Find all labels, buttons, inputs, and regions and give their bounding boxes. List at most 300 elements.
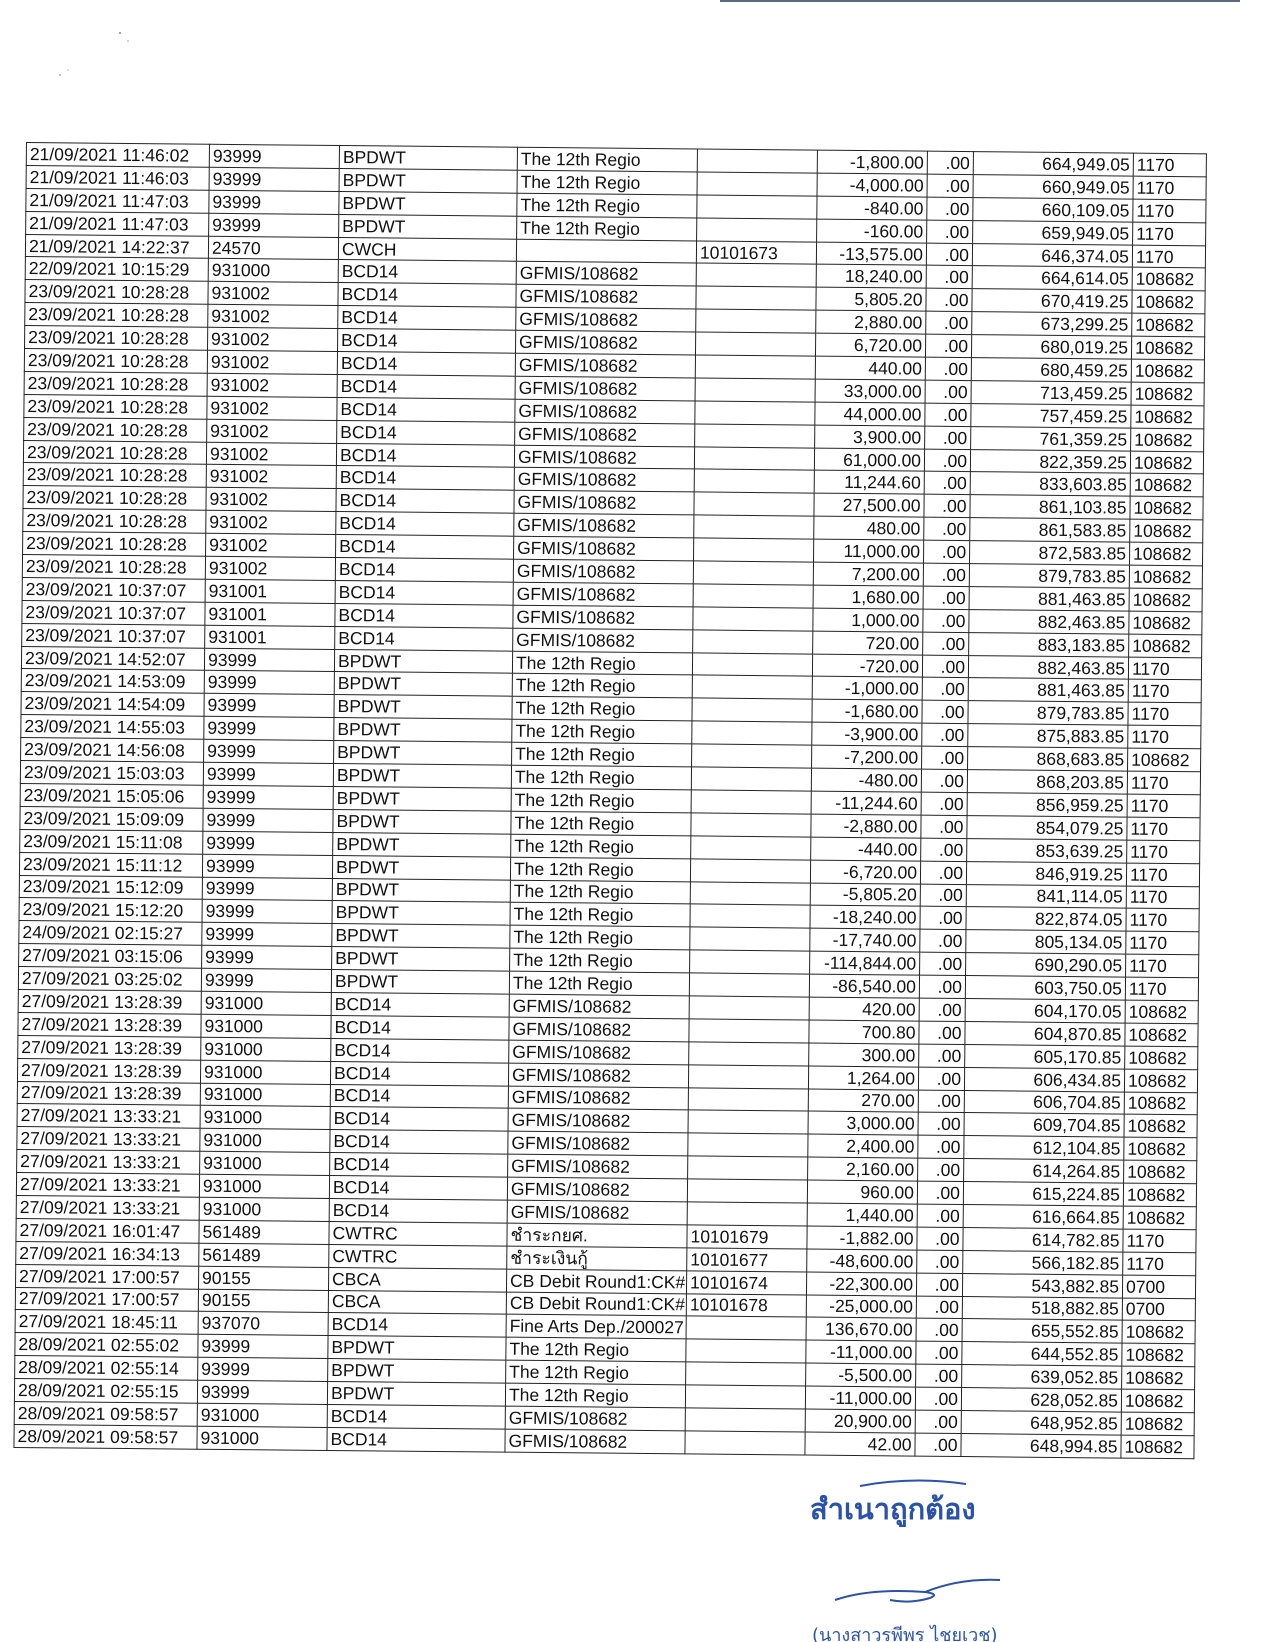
cell-fee: .00	[915, 1387, 961, 1410]
cell-balance: 883,183.85	[969, 632, 1129, 656]
cell-datetime: 23/09/2021 10:28:28	[23, 509, 206, 534]
cell-description: The 12th Regio	[505, 1383, 685, 1408]
cell-amount: 44,000.00	[815, 402, 925, 426]
cell-reference	[688, 1156, 808, 1180]
ledger-table-container	[13, 142, 1205, 1459]
cell-description: The 12th Regio	[510, 948, 690, 973]
cell-reference	[685, 1385, 805, 1409]
cell-datetime: 23/09/2021 15:09:09	[20, 806, 203, 831]
cell-fee: .00	[927, 151, 973, 174]
cell-datetime: 23/09/2021 15:11:08	[20, 829, 203, 854]
cell-branch: 1170	[1127, 771, 1200, 795]
cell-code: 93999	[209, 144, 339, 168]
cell-branch: 108682	[1123, 1206, 1196, 1230]
cell-balance: 853,639.25	[967, 838, 1127, 862]
cell-amount: 11,000.00	[814, 539, 924, 563]
cell-code: 931002	[206, 533, 336, 557]
cell-fee: .00	[917, 1227, 963, 1250]
cell-balance: 881,463.85	[969, 586, 1129, 610]
cell-datetime: 23/09/2021 14:52:07	[21, 646, 204, 671]
cell-code: 931000	[200, 1060, 330, 1084]
cell-datetime: 21/09/2021 14:22:37	[25, 234, 208, 259]
cell-balance: 614,782.85	[963, 1227, 1123, 1251]
cell-description: GFMIS/108682	[514, 445, 694, 470]
cell-code: 931000	[197, 1426, 327, 1450]
cell-branch: 1170	[1128, 680, 1201, 704]
cell-amount: 1,000.00	[813, 608, 923, 632]
cell-amount: -7,200.00	[812, 745, 922, 769]
cell-branch: 108682	[1129, 588, 1202, 612]
cell-datetime: 27/09/2021 13:33:21	[17, 1150, 200, 1175]
cell-code: 931000	[201, 1037, 331, 1061]
cell-code: 931002	[206, 442, 336, 466]
cell-amount: -86,540.00	[809, 974, 919, 998]
cell-type: BPDWT	[332, 901, 510, 926]
cell-code: 937070	[198, 1312, 328, 1336]
cell-reference	[686, 1339, 806, 1363]
transaction-table-body	[14, 143, 1206, 1459]
cell-datetime: 27/09/2021 13:33:21	[17, 1104, 200, 1129]
cell-branch: 1170	[1126, 954, 1199, 978]
cell-amount: -25,000.00	[806, 1295, 916, 1319]
cell-amount: 6,720.00	[815, 333, 925, 357]
cell-description: The 12th Regio	[510, 880, 690, 905]
cell-datetime: 23/09/2021 10:28:28	[25, 280, 208, 305]
cell-branch: 108682	[1131, 359, 1204, 383]
cell-branch: 108682	[1124, 1160, 1197, 1184]
cell-balance: 664,614.05	[972, 266, 1132, 290]
certified-copy-stamp	[810, 1478, 990, 1538]
cell-reference	[690, 881, 810, 905]
cell-type: BPDWT	[339, 214, 517, 239]
cell-branch: 1170	[1133, 153, 1206, 177]
cell-code: 931000	[201, 991, 331, 1015]
cell-branch: 108682	[1124, 1137, 1197, 1161]
cell-description: The 12th Regio	[511, 788, 691, 813]
cell-description: The 12th Regio	[509, 971, 689, 996]
cell-type: BPDWT	[339, 191, 517, 216]
cell-datetime: 27/09/2021 13:33:21	[17, 1127, 200, 1152]
cell-description: The 12th Regio	[510, 857, 690, 882]
cell-fee: .00	[922, 746, 968, 769]
cell-code: 931000	[199, 1197, 329, 1221]
cell-code: 931001	[205, 579, 335, 603]
cell-amount: 2,400.00	[808, 1134, 918, 1158]
cell-balance: 604,170.05	[965, 999, 1125, 1023]
cell-balance: 518,882.85	[962, 1296, 1122, 1320]
cell-code: 93999	[202, 854, 332, 878]
cell-branch: 108682	[1131, 428, 1204, 452]
cell-description: GFMIS/108682	[515, 376, 695, 401]
cell-datetime: 23/09/2021 10:28:28	[23, 440, 206, 465]
cell-description: The 12th Regio	[517, 216, 697, 241]
cell-description: The 12th Regio	[510, 903, 690, 928]
cell-reference	[694, 469, 814, 493]
cell-fee: .00	[921, 838, 967, 861]
cell-fee: .00	[926, 266, 972, 289]
cell-balance: 644,552.85	[962, 1342, 1122, 1366]
cell-fee: .00	[920, 861, 966, 884]
cell-reference	[695, 355, 815, 379]
cell-branch: 1170	[1128, 702, 1201, 726]
cell-balance: 846,919.25	[966, 861, 1126, 885]
cell-balance: 841,114.05	[966, 884, 1126, 908]
cell-fee: .00	[919, 1021, 965, 1044]
cell-reference	[697, 195, 817, 219]
cell-amount: 61,000.00	[814, 448, 924, 472]
cell-fee: .00	[918, 1135, 964, 1158]
cell-code: 93999	[203, 808, 333, 832]
cell-balance: 664,949.05	[973, 152, 1133, 176]
cell-amount: -1,000.00	[812, 677, 922, 701]
cell-balance: 543,882.85	[962, 1273, 1122, 1297]
cell-fee: .00	[927, 174, 973, 197]
cell-reference	[694, 515, 814, 539]
cell-datetime: 23/09/2021 10:28:28	[24, 394, 207, 419]
cell-datetime: 21/09/2021 11:46:03	[26, 165, 209, 190]
cell-branch: 108682	[1129, 565, 1202, 589]
cell-reference	[691, 767, 811, 791]
cell-datetime: 23/09/2021 10:28:28	[24, 349, 207, 374]
cell-branch: 1170	[1133, 222, 1206, 246]
cell-code: 931000	[201, 1014, 331, 1038]
cell-type: BCD14	[335, 580, 513, 605]
cell-description: GFMIS/108682	[515, 330, 695, 355]
cell-description: The 12th Regio	[512, 719, 692, 744]
cell-type: BPDWT	[333, 832, 511, 857]
cell-description: GFMIS/108682	[514, 536, 694, 561]
cell-reference	[697, 172, 817, 196]
cell-reference	[696, 309, 816, 333]
cell-type: BPDWT	[327, 1382, 505, 1407]
cell-description: GFMIS/108682	[513, 582, 693, 607]
cell-fee: .00	[921, 792, 967, 815]
cell-fee: .00	[920, 907, 966, 930]
cell-reference	[691, 813, 811, 837]
cell-description: The 12th Regio	[511, 834, 691, 859]
cell-branch: 1170	[1123, 1229, 1196, 1253]
cell-amount: 42.00	[805, 1432, 915, 1456]
cell-code: 90155	[198, 1289, 328, 1313]
cell-type: BPDWT	[334, 718, 512, 743]
cell-branch: 108682	[1125, 1000, 1198, 1024]
cell-description: The 12th Regio	[511, 765, 691, 790]
cell-description: GFMIS/108682	[516, 307, 696, 332]
cell-amount: -22,300.00	[806, 1272, 916, 1296]
cell-code: 931002	[208, 282, 338, 306]
cell-amount: -440.00	[811, 837, 921, 861]
cell-type: BCD14	[336, 443, 514, 468]
cell-amount: 440.00	[815, 356, 925, 380]
cell-reference: 10101673	[696, 241, 816, 265]
signature	[830, 1570, 1010, 1610]
cell-branch: 108682	[1132, 290, 1205, 314]
cell-code: 931002	[206, 465, 336, 489]
cell-branch: 108682	[1130, 451, 1203, 475]
cell-description: The 12th Regio	[506, 1337, 686, 1362]
cell-fee: .00	[919, 998, 965, 1021]
cell-fee: .00	[923, 586, 969, 609]
cell-reference	[696, 286, 816, 310]
cell-code: 93999	[204, 694, 334, 718]
cell-amount: -6,720.00	[810, 860, 920, 884]
cell-branch: 108682	[1131, 336, 1204, 360]
cell-balance: 713,459.25	[971, 380, 1131, 404]
cell-reference	[688, 1087, 808, 1111]
cell-branch: 1170	[1126, 931, 1199, 955]
cell-reference	[692, 698, 812, 722]
cell-branch: 108682	[1125, 1023, 1198, 1047]
cell-code: 93999	[202, 923, 332, 947]
cell-description: The 12th Regio	[512, 697, 692, 722]
cell-branch: 108682	[1131, 382, 1204, 406]
cell-code: 93999	[203, 762, 333, 786]
cell-amount: -840.00	[817, 196, 927, 220]
cell-amount: -18,240.00	[810, 905, 920, 929]
cell-reference	[694, 538, 814, 562]
cell-balance: 606,434.85	[964, 1067, 1124, 1091]
cell-datetime: 27/09/2021 16:34:13	[16, 1241, 199, 1266]
cell-reference	[697, 149, 817, 173]
cell-balance: 875,883.85	[968, 724, 1128, 748]
transaction-table	[13, 142, 1206, 1459]
cell-description: GFMIS/108682	[516, 285, 696, 310]
cell-code: 93999	[198, 1357, 328, 1381]
cell-balance: 648,952.85	[961, 1411, 1121, 1435]
cell-datetime: 22/09/2021 10:15:29	[25, 257, 208, 282]
cell-balance: 861,103.85	[970, 495, 1130, 519]
cell-type: BPDWT	[334, 672, 512, 697]
cell-balance: 604,870.85	[965, 1021, 1125, 1045]
cell-type: BPDWT	[339, 168, 517, 193]
cell-balance: 660,949.05	[973, 174, 1133, 198]
cell-balance: 868,683.85	[968, 747, 1128, 771]
scan-specks	[40, 25, 160, 95]
cell-description: GFMIS/108682	[508, 1154, 688, 1179]
cell-code: 931000	[208, 259, 338, 283]
cell-datetime: 27/09/2021 13:28:39	[18, 989, 201, 1014]
cell-datetime: 27/09/2021 18:45:11	[15, 1310, 198, 1335]
cell-fee: .00	[917, 1181, 963, 1204]
cell-fee: .00	[926, 311, 972, 334]
cell-amount: 420.00	[809, 997, 919, 1021]
cell-balance: 615,224.85	[963, 1182, 1123, 1206]
cell-code: 93999	[202, 877, 332, 901]
cell-code: 93999	[197, 1380, 327, 1404]
cell-balance: 605,170.85	[965, 1044, 1125, 1068]
cell-fee: .00	[923, 609, 969, 632]
cell-datetime: 27/09/2021 17:00:57	[15, 1287, 198, 1312]
cell-reference	[689, 973, 809, 997]
cell-amount: -13,575.00	[816, 242, 926, 266]
cell-code: 931002	[207, 350, 337, 374]
cell-type: BCD14	[335, 558, 513, 583]
cell-reference	[690, 950, 810, 974]
cell-code: 93999	[209, 213, 339, 237]
cell-branch: 1170	[1123, 1252, 1196, 1276]
cell-branch: 1170	[1125, 977, 1198, 1001]
cell-reference	[685, 1431, 805, 1455]
cell-balance: 882,463.85	[968, 655, 1128, 679]
cell-type: BCD14	[336, 489, 514, 514]
cell-description: GFMIS/108682	[508, 1131, 688, 1156]
cell-type: BCD14	[328, 1313, 506, 1338]
cell-type: BCD14	[329, 1176, 507, 1201]
cell-datetime: 21/09/2021 11:46:02	[26, 143, 209, 168]
cell-description: The 12th Regio	[512, 651, 692, 676]
cell-balance: 628,052.85	[961, 1388, 1121, 1412]
cell-datetime: 27/09/2021 13:28:39	[18, 1035, 201, 1060]
cell-amount: 700.80	[809, 1020, 919, 1044]
cell-description: GFMIS/108682	[508, 1086, 688, 1111]
cell-datetime: 27/09/2021 13:33:21	[16, 1195, 199, 1220]
cell-datetime: 28/09/2021 02:55:15	[14, 1379, 197, 1404]
cell-reference	[687, 1202, 807, 1226]
cell-balance: 612,104.85	[964, 1136, 1124, 1160]
cell-fee: .00	[918, 1090, 964, 1113]
cell-type: CBCA	[328, 1290, 506, 1315]
cell-branch: 108682	[1132, 313, 1205, 337]
cell-datetime: 23/09/2021 10:28:28	[24, 371, 207, 396]
cell-type: BPDWT	[332, 855, 510, 880]
cell-amount: 1,680.00	[813, 585, 923, 609]
cell-branch: 1170	[1133, 176, 1206, 200]
cell-amount: 33,000.00	[815, 379, 925, 403]
cell-branch: 108682	[1122, 1343, 1195, 1367]
cell-amount: -11,000.00	[806, 1340, 916, 1364]
cell-reference	[693, 630, 813, 654]
cell-reference	[688, 1065, 808, 1089]
cell-type: BPDWT	[333, 809, 511, 834]
cell-type: BPDWT	[333, 764, 511, 789]
cell-type: BCD14	[327, 1427, 505, 1452]
cell-balance: 646,374.05	[972, 243, 1132, 267]
cell-type: BCD14	[337, 397, 515, 422]
cell-fee: .00	[925, 357, 971, 380]
cell-fee: .00	[919, 975, 965, 998]
cell-code: 931000	[199, 1174, 329, 1198]
cell-code: 93999	[203, 831, 333, 855]
cell-amount: 2,160.00	[808, 1157, 918, 1181]
cell-description: GFMIS/108682	[514, 491, 694, 516]
cell-type: BPDWT	[331, 970, 509, 995]
cell-balance: 673,299.25	[972, 312, 1132, 336]
stamp-text: สำเนาถูกต้อง	[810, 1492, 976, 1526]
cell-description: GFMIS/108682	[513, 628, 693, 653]
cell-balance: 879,783.85	[968, 701, 1128, 725]
cell-fee: .00	[918, 1158, 964, 1181]
cell-reference	[691, 790, 811, 814]
cell-datetime: 23/09/2021 10:37:07	[22, 623, 205, 648]
cell-branch: 108682	[1122, 1366, 1195, 1390]
cell-datetime: 28/09/2021 02:55:02	[15, 1333, 198, 1358]
cell-branch: 1170	[1127, 794, 1200, 818]
cell-type: BCD14	[335, 626, 513, 651]
cell-branch: 1170	[1133, 199, 1206, 223]
cell-amount: -48,600.00	[807, 1249, 917, 1273]
cell-code: 93999	[202, 945, 332, 969]
cell-code: 931002	[207, 396, 337, 420]
cell-description: The 12th Regio	[512, 674, 692, 699]
cell-type: BCD14	[331, 992, 509, 1017]
cell-reference	[689, 1042, 809, 1066]
cell-amount: -114,844.00	[810, 951, 920, 975]
cell-balance: 614,264.85	[964, 1159, 1124, 1183]
cell-type: BCD14	[337, 420, 515, 445]
cell-amount: 11,244.60	[814, 471, 924, 495]
cell-amount: 720.00	[813, 631, 923, 655]
cell-code: 931000	[197, 1403, 327, 1427]
cell-fee: .00	[918, 1113, 964, 1136]
cell-amount: -11,244.60	[811, 791, 921, 815]
cell-type: BPDWT	[334, 695, 512, 720]
cell-branch: 108682	[1123, 1183, 1196, 1207]
cell-reference	[694, 492, 814, 516]
cell-fee: .00	[923, 540, 969, 563]
cell-fee: .00	[923, 632, 969, 655]
cell-type: BCD14	[330, 1130, 508, 1155]
cell-datetime: 21/09/2021 11:47:03	[26, 211, 209, 236]
cell-reference	[693, 584, 813, 608]
cell-fee: .00	[925, 403, 971, 426]
cell-reference	[692, 675, 812, 699]
cell-fee: .00	[915, 1433, 961, 1456]
cell-type: BCD14	[336, 466, 514, 491]
cell-datetime: 28/09/2021 02:55:14	[15, 1356, 198, 1381]
cell-fee: .00	[924, 449, 970, 472]
cell-code: 93999	[204, 739, 334, 763]
cell-branch: 1170	[1132, 245, 1205, 269]
cell-fee: .00	[919, 1044, 965, 1067]
cell-amount: 1,264.00	[808, 1066, 918, 1090]
cell-datetime: 27/09/2021 13:28:39	[18, 1012, 201, 1037]
cell-amount: 1,440.00	[807, 1203, 917, 1227]
cell-datetime: 27/09/2021 03:25:02	[18, 967, 201, 992]
cell-reference	[693, 607, 813, 631]
cell-reference	[694, 447, 814, 471]
cell-reference	[691, 836, 811, 860]
cell-datetime: 27/09/2021 13:28:39	[17, 1058, 200, 1083]
cell-datetime: 23/09/2021 15:03:03	[20, 761, 203, 786]
cell-balance: 822,874.05	[966, 907, 1126, 931]
page-edge-line	[720, 0, 1240, 2]
cell-type: BCD14	[330, 1084, 508, 1109]
cell-fee: .00	[925, 426, 971, 449]
cell-reference	[695, 332, 815, 356]
cell-datetime: 23/09/2021 15:05:06	[20, 783, 203, 808]
cell-datetime: 23/09/2021 10:37:07	[22, 600, 205, 625]
cell-datetime: 23/09/2021 15:11:12	[19, 852, 202, 877]
cell-type: BPDWT	[334, 741, 512, 766]
cell-amount: -5,500.00	[806, 1363, 916, 1387]
cell-datetime: 27/09/2021 13:28:39	[17, 1081, 200, 1106]
cell-description: GFMIS/108682	[514, 468, 694, 493]
cell-description: GFMIS/108682	[513, 559, 693, 584]
cell-balance: 861,583.85	[970, 518, 1130, 542]
cell-datetime: 23/09/2021 10:28:28	[25, 326, 208, 351]
cell-type: BPDWT	[332, 878, 510, 903]
cell-description: GFMIS/108682	[515, 422, 695, 447]
cell-description: GFMIS/108682	[514, 513, 694, 538]
cell-amount: 960.00	[807, 1180, 917, 1204]
cell-reference: 10101678	[686, 1293, 806, 1317]
cell-reference	[686, 1362, 806, 1386]
cell-branch: 108682	[1132, 268, 1205, 292]
cell-type: BPDWT	[332, 924, 510, 949]
cell-fee: .00	[922, 678, 968, 701]
cell-code: 93999	[204, 648, 334, 672]
cell-description: GFMIS/108682	[515, 399, 695, 424]
